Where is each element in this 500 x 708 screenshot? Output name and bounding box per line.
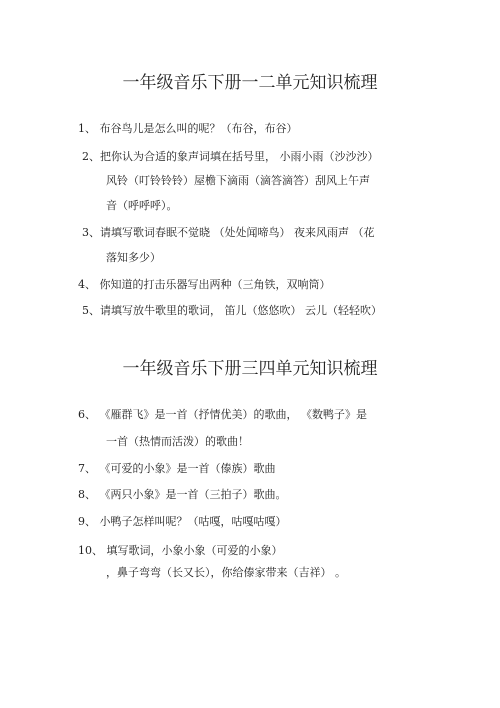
q7-line: 7、 《可爱的小象》是一首（傣族）歌曲 (78, 462, 276, 475)
q5-line: 5、请填写放牛歌里的歌词， 笛儿（悠悠吹） 云儿（轻轻吹） (82, 304, 382, 317)
q6-line-1: 6、 《雁群飞》是一首（抒情优美）的歌曲， 《数鸭子》是 (78, 408, 367, 421)
section1-title: 一年级音乐下册一二单元知识梳理 (122, 73, 378, 93)
q2-line-2: 风铃（叮铃铃铃）屋檐下滴雨（滴答滴答）刮风上午声 (106, 174, 370, 187)
q1-line: 1、 布谷鸟儿是怎么叫的呢？（布谷，布谷） (78, 122, 298, 135)
q2-line-3: 音（呼呼呼）。 (106, 199, 178, 212)
q9-line: 9、 小鸭子怎样叫呢？（咕嘎，咕嘎咕嘎） (78, 515, 287, 528)
q10-line-2: ，鼻子弯弯（长又长），你给傣家带来（吉祥） 。 (106, 566, 346, 579)
q10-line-1: 10、 填写歌词，小象小象（可爱的小象） (78, 544, 283, 557)
q6-line-2: 一首（热情而活泼）的歌曲！ (106, 435, 249, 448)
q4-line: 4、 你知道的打击乐器写出两种（三角铁，双响筒） (78, 278, 331, 291)
q2-line-1: 2、把你认为合适的象声词填在括号里， 小雨小雨（沙沙沙） (82, 150, 379, 163)
section2-title: 一年级音乐下册三四单元知识梳理 (122, 359, 378, 379)
q8-line: 8、 《两只小象》是一首（三拍子）歌曲。 (78, 488, 287, 501)
q3-line-2: 落知多少） (106, 251, 161, 264)
q3-line-1: 3、请填写歌词春眠不觉晓 （处处闻啼鸟） 夜来风雨声 （花 (82, 226, 375, 239)
